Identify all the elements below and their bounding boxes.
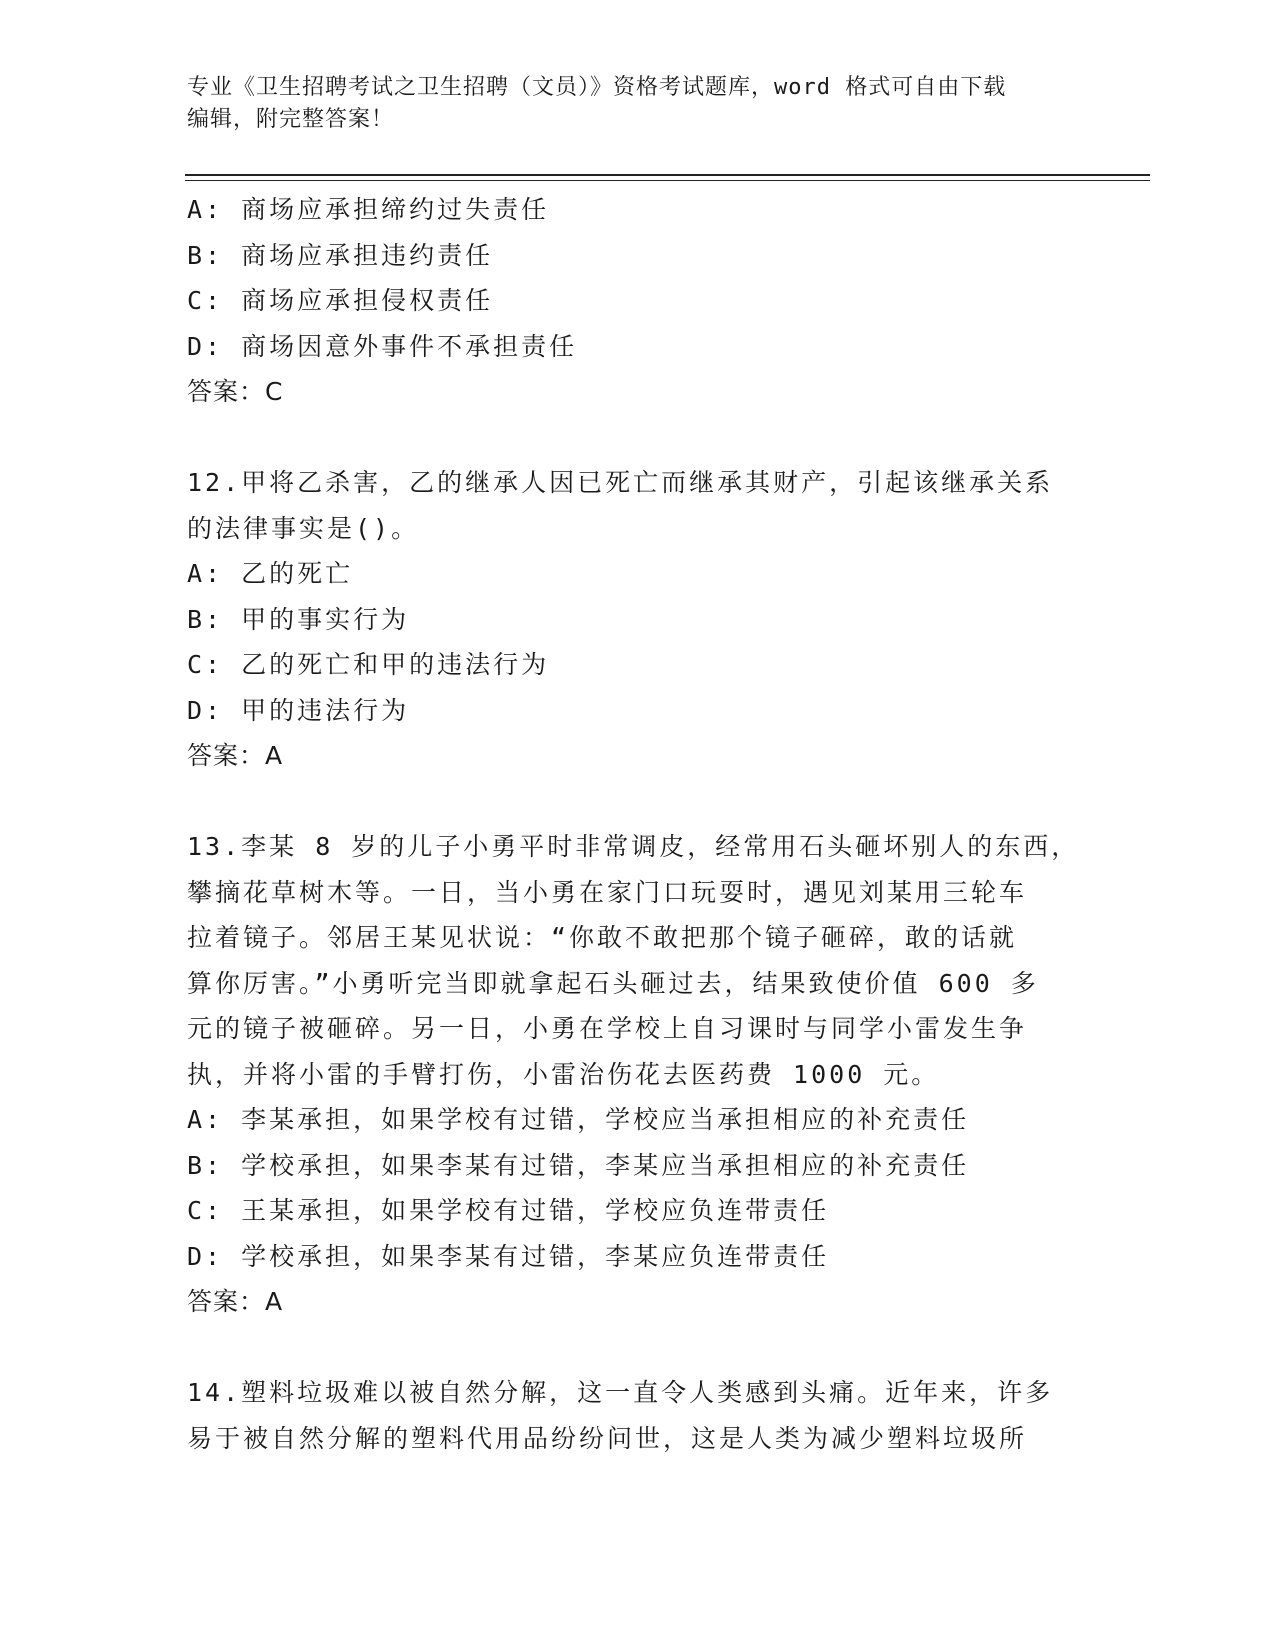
question-14	[187, 1370, 1087, 1461]
question-stem-line: 12.甲将乙杀害，乙的继承人因已死亡而继承其财产，引起该继承关系	[187, 468, 1054, 497]
answer-line: 答案：A	[187, 1287, 284, 1316]
question-13	[187, 824, 1087, 1325]
question-stem-line: 元的镜子被砸碎。另一日，小勇在学校上自习课时与同学小雷发生争	[187, 1014, 1028, 1043]
option-c: C: 王某承担，如果学校有过错，学校应负连带责任	[187, 1196, 830, 1225]
question-stem-line: 的法律事实是()。	[187, 513, 420, 543]
option-b: B: 甲的事实行为	[187, 604, 410, 634]
option-a: A: 乙的死亡	[187, 559, 354, 588]
question-stem-line: 14.塑料垃圾难以被自然分解，这一直令人类感到头痛。近年来，许多	[187, 1378, 1054, 1407]
option-c: C: 商场应承担侵权责任	[187, 286, 494, 315]
spacer	[187, 415, 1087, 461]
option-d: D: 商场因意外事件不承担责任	[187, 331, 578, 361]
question-stem-line: 拉着镜子。邻居王某见状说：“你敢不敢把那个镜子砸碎，敢的话就	[187, 923, 1018, 952]
option-c: C: 乙的死亡和甲的违法行为	[187, 650, 550, 679]
question-stem-line: 算你厉害。”小勇听完当即就拿起石头砸过去，结果致使价值 600 多	[187, 968, 1039, 998]
option-b: B: 学校承担，如果李某有过错，李某应当承担相应的补充责任	[187, 1150, 970, 1180]
question-12	[187, 460, 1087, 779]
question-content	[187, 187, 1087, 1461]
header-line-1: 专业《卫生招聘考试之卫生招聘（文员）》资格考试题库，word 格式可自由下载	[187, 75, 1007, 100]
option-a: A: 李某承担，如果学校有过错，学校应当承担相应的补充责任	[187, 1105, 970, 1134]
header-divider-thick	[185, 174, 1150, 176]
option-d: D: 甲的违法行为	[187, 695, 410, 725]
answer-line: 答案：A	[187, 741, 284, 770]
option-b: B: 商场应承担违约责任	[187, 240, 494, 270]
option-d: D: 学校承担，如果李某有过错，李某应负连带责任	[187, 1241, 830, 1271]
answer-line: 答案：C	[187, 377, 284, 406]
spacer	[187, 1325, 1087, 1371]
header-divider-thin	[185, 180, 1150, 181]
question-stem-line: 13.李某 8 岁的儿子小勇平时非常调皮，经常用石头砸坏别人的东西，	[187, 832, 1080, 861]
document-header	[187, 72, 1087, 136]
question-stem-line: 执，并将小雷的手臂打伤，小雷治伤花去医药费 1000 元。	[187, 1059, 940, 1089]
question-stem-line: 易于被自然分解的塑料代用品纷纷问世，这是人类为减少塑料垃圾所	[187, 1423, 1028, 1453]
question-11	[187, 187, 1087, 415]
header-line-2: 编辑，附完整答案！	[187, 107, 395, 132]
option-a: A: 商场应承担缔约过失责任	[187, 195, 550, 224]
spacer	[187, 779, 1087, 825]
question-stem-line: 攀摘花草树木等。一日，当小勇在家门口玩耍时，遇见刘某用三轮车	[187, 877, 1028, 907]
